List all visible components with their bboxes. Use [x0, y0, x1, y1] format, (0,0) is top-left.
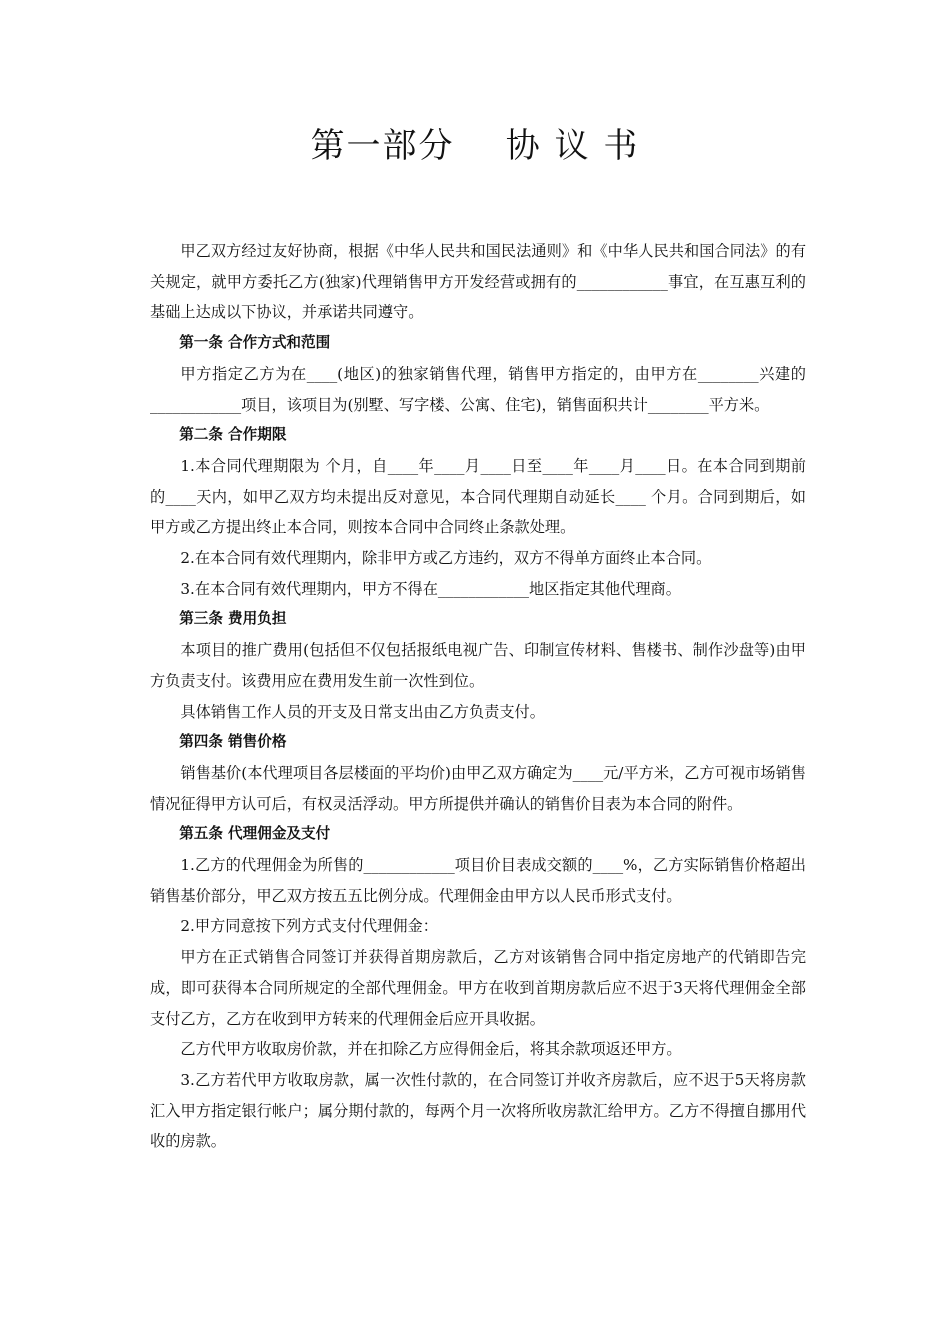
article-2-heading: 第二条 合作期限	[179, 426, 287, 444]
document-title: 第一部分 协 议 书	[310, 126, 640, 166]
article-3-paragraph-1: 本项目的推广费用(包括但不仅包括报纸电视广告、印制宣传材料、售楼书、制作沙盘等)由甲方负责支付。该费用应在费用发生前一次性到位。	[150, 641, 806, 690]
intro-paragraph: 甲乙双方经过友好协商，根据《中华人民共和国民法通则》和《中华人民共和国合同法》的有关规定，就甲方委托乙方(独家)代理销售甲方开发经营或拥有的____________事宜，在互惠互利的基础上达成以下协议，并承诺共同遵守。	[150, 242, 806, 322]
article-5-paragraph-1: 1.乙方的代理佣金为所售的____________项目价目表成交额的____%，乙方实际销售价格超出销售基价部分，甲乙双方按五五比例分成。代理佣金由甲方以人民币形式支付。	[150, 856, 806, 905]
article-1-heading: 第一条 合作方式和范围	[179, 334, 331, 352]
article-5-paragraph-4: 乙方代甲方收取房价款，并在扣除乙方应得佣金后，将其余款项返还甲方。	[180, 1040, 682, 1059]
article-2-paragraph-1: 1.本合同代理期限为 个月，自____年____月____日至____年____月____日。在本合同到期前的____天内，如甲乙双方均未提出反对意见，本合同代理期自动延长____ 个月。合同到期后，如甲方或乙方提出终止本合同，则按本合同中合同终止条款处理。	[150, 456, 806, 537]
article-2-paragraph-2: 2.在本合同有效代理期内，除非甲方或乙方违约，双方不得单方面终止本合同。	[180, 549, 712, 568]
article-5-heading: 第五条 代理佣金及支付	[179, 825, 331, 843]
article-3-heading: 第三条 费用负担	[179, 610, 287, 628]
article-1-paragraph-1: 甲方指定乙方为在____(地区)的独家销售代理，销售甲方指定的，由甲方在________兴建的____________项目，该项目为(别墅、写字楼、公寓、住宅)，销售面积共计________平方米。	[150, 364, 806, 414]
article-5-paragraph-3: 甲方在正式销售合同签订并获得首期房款后，乙方对该销售合同中指定房地产的代销即告完成，即可获得本合同所规定的全部代理佣金。甲方在收到首期房款后应不迟于3天将代理佣金全部支付乙方，乙方在收到甲方转来的代理佣金后应开具收据。	[150, 948, 806, 1028]
article-4-heading: 第四条 销售价格	[179, 733, 287, 751]
article-5-paragraph-5: 3.乙方若代甲方收取房款，属一次性付款的，在合同签订并收齐房款后，应不迟于5天将房款汇入甲方指定银行帐户；属分期付款的，每两个月一次将所收房款汇给甲方。乙方不得擅自挪用代收的房款。	[150, 1070, 806, 1151]
document-body	[150, 236, 806, 1157]
article-4-paragraph-1: 销售基价(本代理项目各层楼面的平均价)由甲乙双方确定为____元/平方米，乙方可视市场销售情况征得甲方认可后，有权灵活浮动。甲方所提供并确认的销售价目表为本合同的附件。	[150, 763, 806, 813]
article-5-paragraph-2: 2.甲方同意按下列方式支付代理佣金：	[180, 917, 438, 936]
article-2-paragraph-3: 3.在本合同有效代理期内，甲方不得在____________地区指定其他代理商。	[180, 579, 681, 598]
article-3-paragraph-2: 具体销售工作人员的开支及日常支出由乙方负责支付。	[180, 702, 545, 721]
